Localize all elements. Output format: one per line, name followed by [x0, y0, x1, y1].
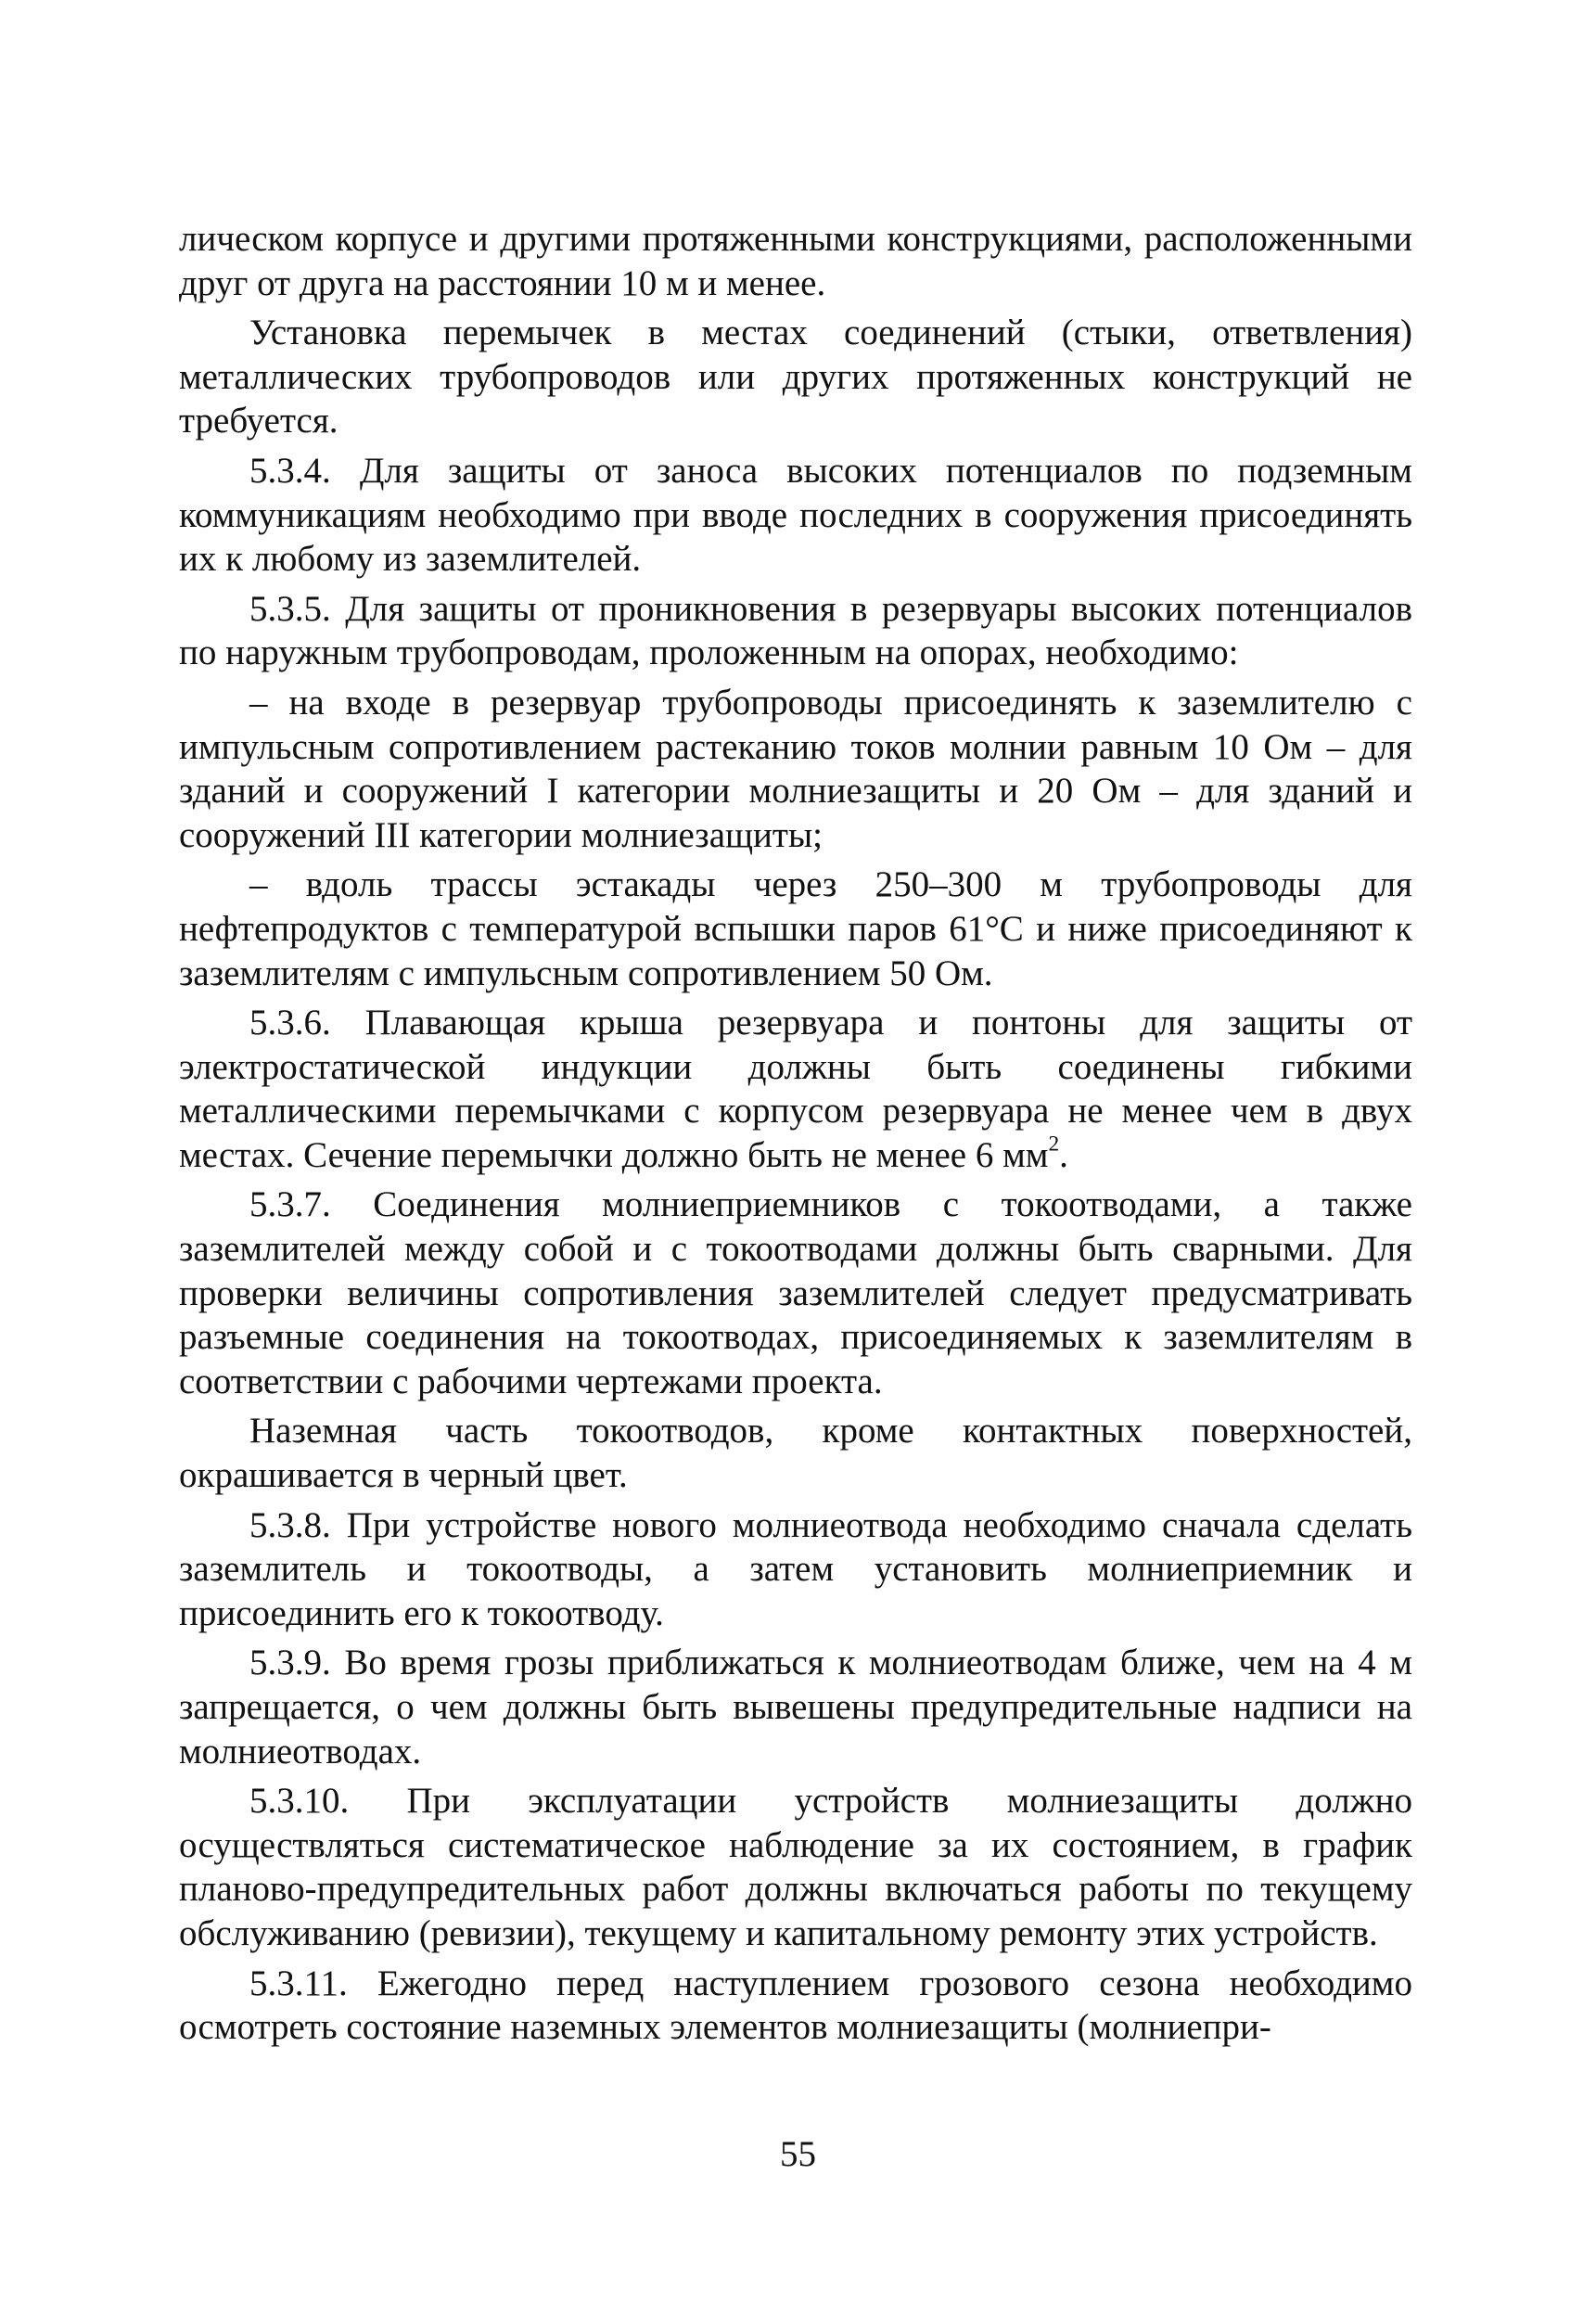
superscript-squared: 2 [1048, 1132, 1060, 1157]
page-number: 55 [780, 2134, 816, 2174]
paragraph-5-3-6-tail: . [1059, 1134, 1068, 1175]
paragraph-5-3-5-item-a: – на входе в резервуар трубопроводы присоединять к заземлителю с импульсным сопротивлением растеканию токов молнии равным 10 Ом – для зданий и сооружений I категории молниезащиты и 20 Ом – для зданий и сооружений III категории молниезащиты; [179, 682, 1412, 855]
paragraph-5-3-9: 5.3.9. Во время грозы приближаться к молниеотводам ближе, чем на 4 м запрещается, о чем должны быть вывешены предупредительные надписи на молниеотводах. [179, 1643, 1412, 1771]
document-page [179, 217, 1412, 2050]
paragraph-continuation: лическом корпусе и другими протяженными конструкциями, расположенными друг от друга на расстоянии 10 м и менее. [179, 219, 1412, 303]
paragraph-5-3-7: 5.3.7. Соединения молниеприемников с токоотводами, а также заземлителей между собой и с токоотводами должны быть сварными. Для проверки величины сопротивления заземлителей следует предусматривать разъемные соединения на токоотводах, присоединяемых к заземлителям в соответствии с рабочими чертежами проекта. [179, 1184, 1412, 1401]
paragraph-5-3-5-item-b: – вдоль трассы эстакады через 250–300 м трубопроводы для нефтепродуктов с температурой вспышки паров 61°С и ниже присоединяют к заземлителям с импульсным сопротивлением 50 Ом. [179, 864, 1412, 993]
paragraph-5-3-6-text: 5.3.6. Плавающая крыша резервуара и понтоны для защиты от электростатической индукции должны быть соединены гибкими металлическими перемычками с корпусом резервуара не менее чем в двух местах. Сечение перемычки должно быть не менее 6 мм [179, 1003, 1412, 1175]
paragraph-5-3-11: 5.3.11. Ежегодно перед наступлением грозового сезона необходимо осмотреть состояние наземных элементов молниезащиты (молниепри- [179, 1963, 1412, 2048]
paragraph-5-3-8: 5.3.8. При устройстве нового молниеотвода необходимо сначала сделать заземлитель и токоотводы, а затем установить молниеприемник и присоединить его к токоотводу. [179, 1504, 1412, 1633]
paragraph-ground-part: Наземная часть токоотводов, кроме контактных поверхностей, окрашивается в черный цвет. [179, 1411, 1412, 1496]
paragraph-5-3-5: 5.3.5. Для защиты от проникновения в резервуары высоких потенциалов по наружным трубопроводам, проложенным на опорах, необходимо: [179, 588, 1412, 673]
paragraph-jumpers: Установка перемычек в местах соединений (стыки, ответвления) металлических трубопроводов или других протяженных конструкций не требуется. [179, 313, 1412, 441]
paragraph-5-3-4: 5.3.4. Для защиты от заноса высоких потенциалов по подземным коммуникациям необходимо при вводе последних в сооружения присоединять их к любому из заземлителей. [179, 450, 1412, 580]
paragraph-5-3-10: 5.3.10. При эксплуатации устройств молниезащиты должно осуществляться систематическое наблюдение за их состоянием, в график планово-предупредительных работ должны включаться работы по текущему обслуживанию (ревизии), текущему и капитальному ремонту этих устройств. [179, 1781, 1412, 1953]
paragraph-5-3-6 [179, 1001, 1412, 1177]
